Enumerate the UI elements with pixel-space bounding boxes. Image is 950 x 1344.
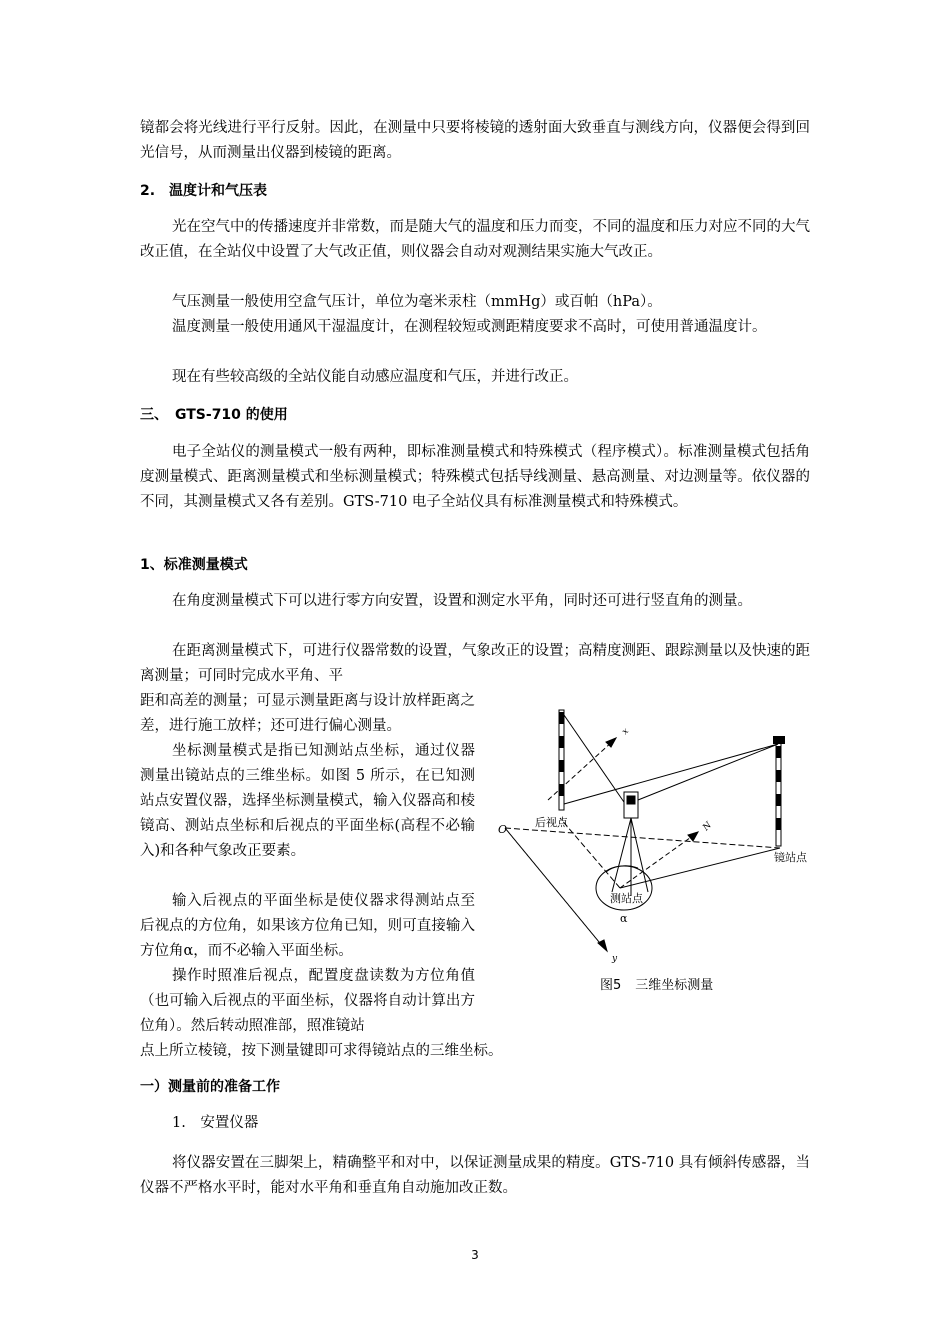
paragraph-barometer: 气压测量一般使用空盒气压计，单位为毫米汞柱（mmHg）或百帕（hPa）。 bbox=[172, 294, 662, 310]
paragraph-distance-mode-part1: 在距离测量模式下，可进行仪器常数的设置，气象改正的设置；高精度测距、跟踪测量以及快速的距离测量；可同时完成水平角、平 bbox=[140, 643, 810, 684]
paragraph-coordinate-mode: 坐标测量模式是指已知测站点坐标，通过仪器测量出镜站点的三维坐标。如图 5 所示，在已知测站点安置仪器，选择坐标测量模式，输入仪器高和棱镜高、测站点坐标和后视点的平面坐标(高程不必输入)和各种气象改正要素。 bbox=[140, 743, 475, 859]
heading-gts710-usage: 三、 GTS-710 的使用 bbox=[140, 407, 288, 423]
figure-caption bbox=[600, 974, 727, 993]
heading-preparation: 一）测量前的准备工作 bbox=[140, 1079, 280, 1095]
sight-lines bbox=[505, 715, 780, 948]
heading-standard-mode: 1、标准测量模式 bbox=[140, 557, 248, 573]
paragraph-distance-mode-part2: 距和高差的测量；可显示测量距离与设计放样距离之差，进行施工放样；还可进行偏心测量。 bbox=[140, 693, 475, 734]
heading-thermometer-barometer: 2. 温度计和气压表 bbox=[140, 183, 268, 199]
subheading-instrument-setup: 1. 安置仪器 bbox=[172, 1115, 259, 1131]
paragraph-auto-sensing: 现在有些较高级的全站仪能自动感应温度和气压，并进行改正。 bbox=[172, 369, 578, 385]
paragraph-azimuth-input: 输入后视点的平面坐标是使仪器求得测站点至后视点的方位角，如果该方位角已知，则可直接输入方位角α，而不必输入平面坐标。 bbox=[140, 893, 475, 959]
backsight-pole bbox=[559, 710, 564, 810]
label-north: N bbox=[701, 820, 714, 834]
mirror-station-pole bbox=[773, 736, 785, 846]
label-y-axis: y bbox=[612, 954, 618, 964]
paragraph-operation-part2: 点上所立棱镜，按下测量键即可求得镜站点的三维坐标。 bbox=[140, 1043, 503, 1059]
paragraph-light-speed: 光在空气中的传播速度并非常数，而是随大气的温度和压力而变，不同的温度和压力对应不同的大气改正值，在全站仪中设置了大气改正值，则仪器会自动对观测结果实施大气改正。 bbox=[140, 219, 810, 260]
label-backsight-point: 后视点 bbox=[535, 816, 568, 829]
paragraph-angle-mode: 在角度测量模式下可以进行零方向安置，设置和测定水平角，同时还可进行竖直角的测量。 bbox=[172, 593, 752, 609]
label-alpha: α bbox=[620, 912, 628, 925]
page-number: 3 bbox=[471, 1248, 479, 1262]
label-x-axis: x bbox=[620, 726, 632, 738]
paragraph-measurement-modes: 电子全站仪的测量模式一般有两种，即标准测量模式和特殊模式（程序模式）。标准测量模式包括角度测量模式、距离测量模式和坐标测量模式；特殊模式包括导线测量、悬高测量、对边测量等。依仪器的不同，其测量模式又各有差别。GTS-710 电子全站仪具有标准测量模式和特殊模式。 bbox=[140, 444, 810, 510]
label-mirror-station: 镜站点 bbox=[774, 851, 807, 864]
paragraph-instrument-setup: 将仪器安置在三脚架上，精确整平和对中，以保证测量成果的精度。GTS-710 具有倾斜传感器，当仪器不严格水平时，能对水平角和垂直角自动施加改正数。 bbox=[140, 1155, 810, 1196]
label-station-point: 测站点 bbox=[610, 892, 643, 905]
figure-3d-coordinate-diagram bbox=[490, 700, 820, 1000]
paragraph-operation-part1: 操作时照准后视点，配置度盘读数为方位角值（也可输入后视点的平面坐标，仪器将自动计算出方位角）。然后转动照准部，照准镜站 bbox=[140, 968, 475, 1034]
paragraph-prism-reflection: 镜都会将光线进行平行反射。因此，在测量中只要将棱镜的透射面大致垂直与测线方向，仪器便会得到回光信号，从而测量出仪器到棱镜的距离。 bbox=[140, 120, 810, 161]
figure-title: 三维坐标测量 bbox=[635, 978, 714, 993]
figure-number: 图5 bbox=[600, 978, 622, 993]
paragraph-thermometer: 温度测量一般使用通风干湿温度计，在测程较短或测距精度要求不高时，可使用普通温度计。 bbox=[172, 319, 767, 335]
label-origin: O bbox=[498, 823, 508, 836]
